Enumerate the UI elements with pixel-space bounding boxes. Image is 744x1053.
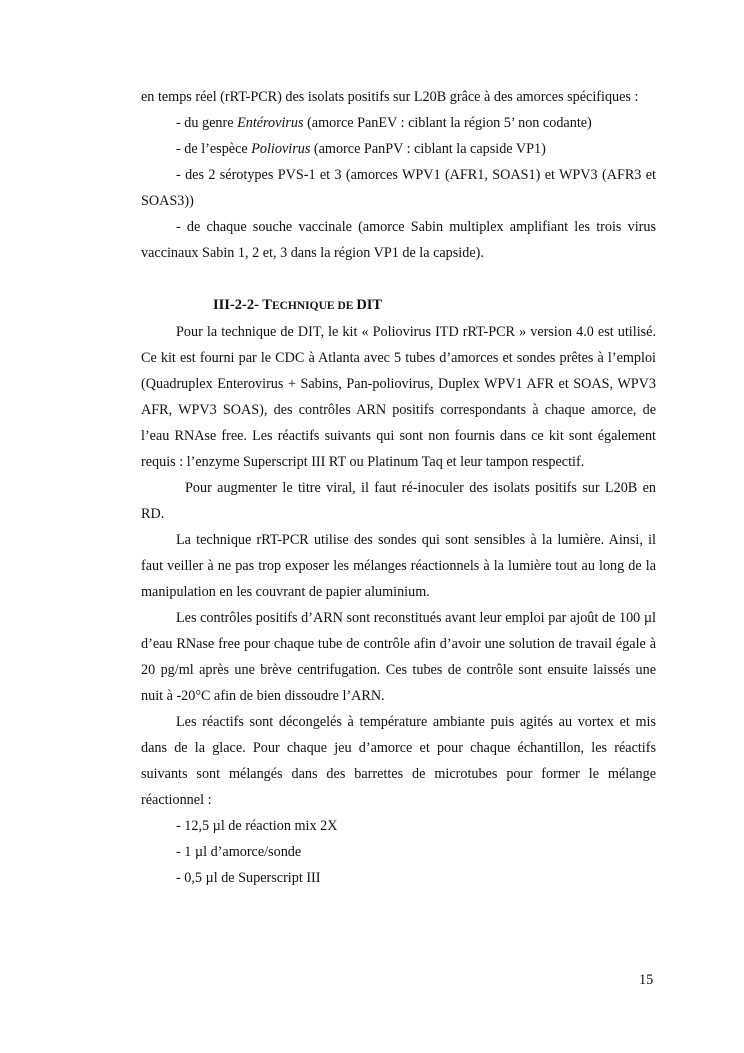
species-name: Poliovirus — [251, 141, 311, 157]
heading-number: III-2-2- — [213, 297, 263, 313]
heading-text: DIT — [356, 297, 383, 313]
page-number: 15 — [639, 972, 654, 988]
list-item-poliovirus — [141, 136, 656, 162]
list-item-text: (amorce PanEV : ciblant la région 5’ non codante) — [303, 115, 592, 131]
paragraph-sondes: La technique rRT-PCR utilise des sondes qui sont sensibles à la lumière. Ainsi, il faut veiller à ne pas trop exposer les mélanges réactionnels à la lumière tout au long de la manipulation en les couvrant de papier aluminium. — [141, 532, 656, 600]
paragraph-kit: Pour la technique de DIT, le kit « Poliovirus ITD rRT-PCR » version 4.0 est utilisé. Ce kit est fourni par le CDC à Atlanta avec 5 tubes d’amorces et sondes prêtes à l’emploi (Quadruplex Enterovirus + Sabins, Pan-poliovirus, Duplex WPV1 AFR et SOAS, WPV3 AFR, WPV3 SOAS), des contrôles ARN positifs correspondants à chaque amorce, de l’eau RNAse free. Les réactifs suivants qui sont non fournis dans ce kit sont également requis : l’enzyme Superscript III RT ou Platinum Taq et leur tampon respectif. — [141, 324, 656, 470]
list-item-superscript: - 0,5 µl de Superscript III — [176, 870, 321, 886]
paragraph-reactifs: Les réactifs sont décongelés à température ambiante puis agités au vortex et mis dans de la glace. Pour chaque jeu d’amorce et pour chaque échantillon, les réactifs suivants sont mélangés dans des barrettes de microtubes pour former le mélange réactionnel : — [141, 714, 656, 808]
heading-text: T — [262, 297, 272, 313]
section-heading — [213, 292, 656, 319]
genus-name: Entérovirus — [237, 115, 304, 131]
list-item-vaccine-strain: - de chaque souche vaccinale (amorce Sabin multiplex amplifiant les trois virus vaccinaux Sabin 1, 2 et, 3 dans la région VP1 de la capside). — [141, 219, 656, 261]
paragraph-titre-viral: Pour augmenter le titre viral, il faut ré-inoculer des isolats positifs sur L20B en RD. — [141, 480, 656, 522]
paragraph-intro: en temps réel (rRT-PCR) des isolats positifs sur L20B grâce à des amorces spécifiques : — [141, 89, 639, 105]
list-item-serotypes: - des 2 sérotypes PVS-1 et 3 (amorces WPV1 (AFR1, SOAS1) et WPV3 (AFR3 et SOAS3)) — [141, 167, 656, 209]
heading-text-smallcaps: ECHNIQUE DE — [271, 300, 357, 312]
list-item-reaction-mix: - 12,5 µl de réaction mix 2X — [176, 818, 338, 834]
paragraph-controles: Les contrôles positifs d’ARN sont reconstitués avant leur emploi par ajoût de 100 µl d’eau RNase free pour chaque tube de contrôle afin d’avoir une solution de travail égale à 20 pg/ml après une brève centrifugation. Ces tubes de contrôle sont ensuite laissés une nuit à -20°C afin de bien dissoudre l’ARN. — [141, 610, 656, 704]
list-item-text: - du genre — [176, 115, 238, 131]
list-item-text: (amorce PanPV : ciblant la capside VP1) — [310, 141, 546, 157]
list-item-text: - de l’espèce — [176, 141, 252, 157]
list-item-amorce: - 1 µl d’amorce/sonde — [176, 844, 302, 860]
document-page — [141, 84, 656, 891]
list-item-enterovirus — [141, 110, 656, 136]
